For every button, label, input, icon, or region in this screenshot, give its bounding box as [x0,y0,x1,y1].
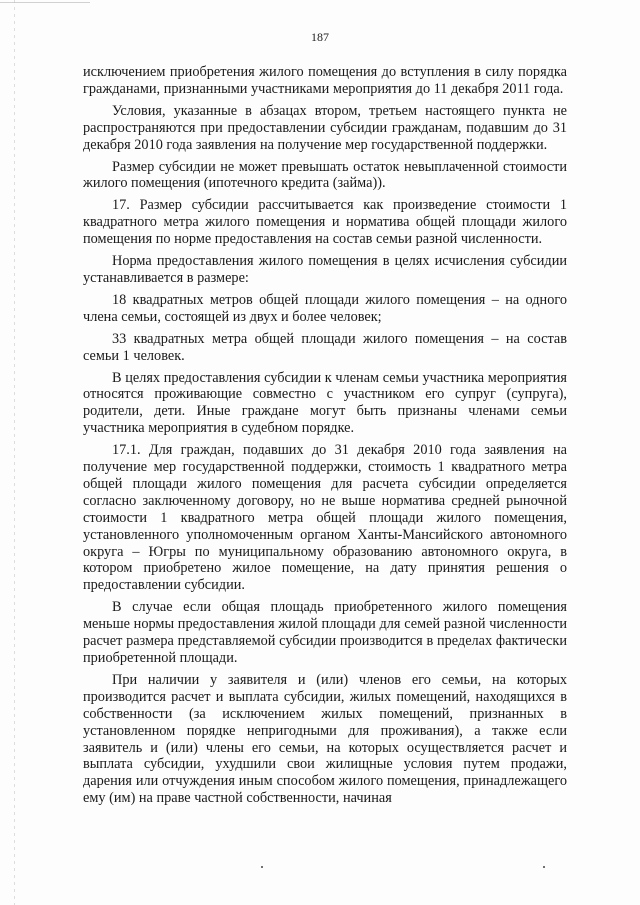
scan-edge-left [14,0,15,905]
paragraph: Норма предоставления жилого помещения в целях исчисления субсидии устанавливается в размере: [83,253,567,286]
scan-speck [543,866,545,868]
paragraph: В случае если общая площадь приобретенного жилого помещения меньше нормы предоставления жилой площади для семей разной численности расчет размера представляемой субсидии производится в пределах фактически приобретенной площади. [83,599,567,666]
scan-edge-top [0,2,90,3]
paragraph: При наличии у заявителя и (или) членов его семьи, на которых производится расчет и выплата субсидии, жилых помещений, находящихся в собственности (за исключением жилых помещений, признанных в установленном порядке непригодными для проживания), а также если заявитель и (или) члены его семьи, на которых осуществляется расчет и выплата субсидии, ухудшили свои жилищные условия путем продажи, дарения или отчуждения иным способом жилого помещения, принадлежащего ему (им) на праве частной собственности, начиная [83,671,567,807]
paragraph: В целях предоставления субсидии к членам семьи участника мероприятия относятся проживающие совместно с участником его супруг (супруга), родители, дети. Иные граждане могут быть признаны членами семьи участника мероприятия в судебном порядке. [83,369,567,437]
paragraph: 17. Размер субсидии рассчитывается как произведение стоимости 1 квадратного метра жилого помещения и норматива общей площади жилого помещения по норме предоставления на состав семьи разной численности. [83,197,567,248]
paragraph: 33 квадратных метра общей площади жилого помещения – на состав семьи 1 человек. [83,330,567,364]
paragraph: исключением приобретения жилого помещения до вступления в силу порядка гражданами, признанными участниками мероприятия до 11 декабря 2011 года. [83,64,567,97]
paragraph: Размер субсидии не может превышать остаток невыплаченной стоимости жилого помещения (ипотечного кредита (займа)). [83,158,567,192]
page-number: 187 [311,30,329,44]
scan-speck [261,866,263,868]
paragraph: 17.1. Для граждан, подавших до 31 декабря 2010 года заявления на получение мер государственной поддержки, стоимость 1 квадратного метра общей площади жилого помещения для расчета субсидии определяется согласно заключенному договору, но не выше норматива средней рыночной стоимости 1 квадратного метра общей площади жилого помещения, установленного уполномоченным органом Ханты-Мансийского автономного округа – Югры по муниципальному образованию автономного округа, в котором приобретено жилое помещение, на дату принятия решения о предоставлении субсидии. [83,442,567,594]
document-body [83,64,567,812]
paragraph: 18 квадратных метров общей площади жилого помещения – на одного члена семьи, состоящей из двух и более человек; [83,291,567,325]
paragraph: Условия, указанные в абзацах втором, третьем настоящего пункта не распространяются при предоставлении субсидии гражданам, подавшим до 31 декабря 2010 года заявления на получение мер государственной поддержки. [83,102,567,153]
